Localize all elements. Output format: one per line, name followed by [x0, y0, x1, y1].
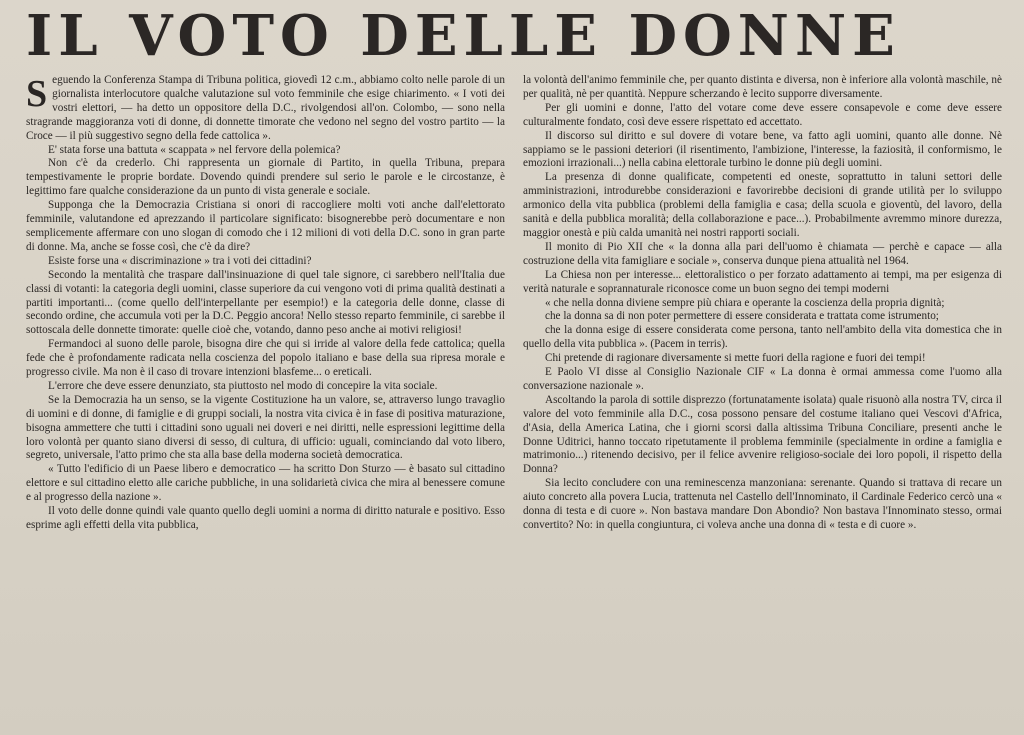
paragraph: Esiste forse una « discriminazione » tra i voti dei cittadini? — [48, 254, 312, 267]
paragraph: La presenza di donne qualificate, competenti ed oneste, soprattutto in taluni settori delle amministrazioni, introdurebbe considerazioni e favorirebbe decisioni di grande utilità per lo sviluppo armonico della vita pubblica (problemi della famiglia e casa; della scuola e gioventù, del lavoro, della sanità e della pubblica moralità; della collaborazione e pace...). Probabilmente avremmo minore durezza, maggior onestà e più calda umanità nei nostri rapporti sociali. — [523, 171, 1002, 239]
article-body — [26, 74, 1002, 533]
drop-cap: S — [26, 73, 48, 115]
paragraph: E' stata forse una battuta « scappata » nel fervore della polemica? — [48, 143, 341, 156]
paragraph: L'errore che deve essere denunziato, sta piuttosto nel modo di concepire la vita sociale. — [48, 379, 438, 392]
paragraph: Il voto delle donne quindi vale quanto quello degli uomini a norma di diritto naturale e positivo. Esso esprime agli effetti della vita pubblica, — [26, 505, 505, 531]
article-headline: IL VOTO DELLE DONNE — [26, 3, 901, 69]
paragraph: Supponga che la Democrazia Cristiana si onori di raccogliere molti voti anche dall'elettorato femminile, valutandone ed aprezzando il particolare significato: bisognerebbe però documentare e non semplicemente affermare con uno slogan di comodo che i 12 milioni di voti della D.C. sono in gran parte di donne. Ma, anche se fosse così, che c'è da dire? — [26, 199, 505, 253]
paragraph: Ascoltando la parola di sottile disprezzo (fortunatamente isolata) quale risuonò alla nostra TV, circa il valore del voto femminile alla D.C., cosa possono pensare del costume italiano quei Vescovi d'Africa, d'Asia, della America Latina, che i giorni scorsi dalla altissima Tribuna Conciliare, presenti anche le Donne Uditrici, hanno toccato ripetutamente il problema femminile (specialmente in ordine a famiglia e matrimonio...) ritenendo decisivo, per il felice avvenire religioso-sociale dei loro popoli, il rispetto della Donna? — [523, 393, 1002, 476]
paragraph: Fermandoci al suono delle parole, bisogna dire che qui si irride al valore della fede cattolica; quella fede che è profondamente radicata nella coscienza del popolo italiano e base della sua ripresa morale e progresso civile. Ma non è il caso di trovare intenzioni blasfeme... o ereticali. — [26, 338, 505, 379]
left-column — [26, 74, 505, 533]
paragraph: Secondo la mentalità che traspare dall'insinuazione di quel tale signore, ci sarebbero nell'Italia due classi di votanti: la categoria degli uomini, classe superiore da cui vengono voti di prima qualità destinati a partiti importanti... (come quello dell'interpellante per esempio!) e la categoria delle donne, classe di secondo ordine, che accumula voti per la D.C. Peggio ancora! Nello stesso reparto femminile, ci sarebbe il sottoscala delle donnette timorate: quelle cioè che, votando, danno peso anche ai motivi religiosi! — [26, 268, 505, 337]
paragraph: la volontà dell'animo femminile che, per quanto distinta e diversa, non è inferiore alla volontà maschile, nè per qualità, nè per quantità. Neppure scherzando è lecito supporre diversamente. — [523, 74, 1002, 100]
paragraph: Se la Democrazia ha un senso, se la vigente Costituzione ha un valore, se, attraverso lungo travaglio di uomini e di donne, di famiglie e di gruppi sociali, la nostra vita civica è in fase di positiva maturazione, bisogna ammettere che tutti i cittadini sono uguali nei doveri e nei diritti, nelle espressioni legittime della loro volontà per quanto siano diversi di sesso, di cultura, di ufficio: uguali, cominciando dal voto libero, segreto, universale, l'atto primo che sta alla base della moderna società democratica. — [26, 393, 505, 462]
paragraph — [26, 74, 505, 144]
paragraph: Non c'è da crederlo. Chi rappresenta un giornale di Partito, in quella Tribuna, prepara tempestivamente le proprie bordate. Dovendo quindi prendere sul serio le parole e le circostanze, è legittimo fare qualche considerazione da un punto di vista generale e sociale. — [26, 157, 505, 198]
paragraph: Il monito di Pio XII che « la donna alla pari dell'uomo è chiamata — perchè e capace — alla costruzione della vita famigliare e sociale », conserva dunque piena attualità nel 1964. — [523, 240, 1002, 267]
paragraph: Chi pretende di ragionare diversamente si mette fuori della ragione e fuori dei tempi! — [545, 352, 926, 365]
paragraph: « Tutto l'edificio di un Paese libero e democratico — ha scritto Don Sturzo — è basato sul cittadino elettore e sul cittadino eletto alle cariche pubbliche, in una solidarietà civica che mira al benessere comune e al progresso della nazione ». — [26, 463, 505, 504]
paragraph: che la donna sa di non poter permettere di essere considerata e trattata come istrumento; — [545, 310, 939, 323]
paragraph: « che nella donna diviene sempre più chiara e operante la coscienza della propria dignità; — [545, 296, 945, 309]
paragraph: Per gli uomini e donne, l'atto del votare come deve essere consapevole e come deve essere culturalmente fondato, così deve essere rispettato ed accettato. — [523, 101, 1002, 128]
right-column — [523, 74, 1002, 533]
paragraph: Sia lecito concludere con una reminescenza manzoniana: serenante. Quando si trattava di recare un aiuto concreto alla povera Lucia, trattenuta nel Castello dell'Innominato, il Cardinale Federico cercò una « donna di testa e di cuore ». Non bastava mandare Don Abondio? Non bastava l'Innominato stesso, ormai convertito? No: in quella congiuntura, ci voleva anche una donna di « testa e di cuore ». — [523, 477, 1002, 531]
paragraph: Il discorso sul diritto e sul dovere di votare bene, va fatto agli uomini, quanto alle donne. Nè sappiamo se le passioni deteriori (il risentimento, l'ambizione, l'interesse, la faziosità, il conformismo, le emozioni irrazionali...) nella cabina elettorale turbino le donne più degli uomini. — [523, 129, 1002, 170]
paragraph-text: eguendo la Conferenza Stampa di Tribuna politica, giovedì 12 c.m., abbiamo colto nelle parole di un giornalista interlocutore qualche valutazione sul voto femminile che esige chiarimento. « I voti dei vostri elettori, — ha detto un oppositore della D.C., rivolgendosi all'on. Colombo, — sono nella stragrande maggioranza voti di donne, di donnette timorate che vedono nel segno del vostro partito — la Croce — il più suggestivo segno della fede cattolica ». — [26, 74, 505, 142]
paragraph: che la donna esige di essere considerata come persona, tanto nell'ambito della vita domestica che in quello della vita pubblica ». (Pacem in terris). — [523, 324, 1002, 351]
paragraph: La Chiesa non per interesse... elettoralistico o per forzato adattamento ai tempi, ma per esigenza di verità naturale e soprannaturale riconosce come un buon segno dei tempi moderni — [523, 268, 1002, 295]
paragraph: E Paolo VI disse al Consiglio Nazionale CIF « La donna è ormai ammessa come l'uomo alla conversazione nazionale ». — [523, 366, 1002, 392]
